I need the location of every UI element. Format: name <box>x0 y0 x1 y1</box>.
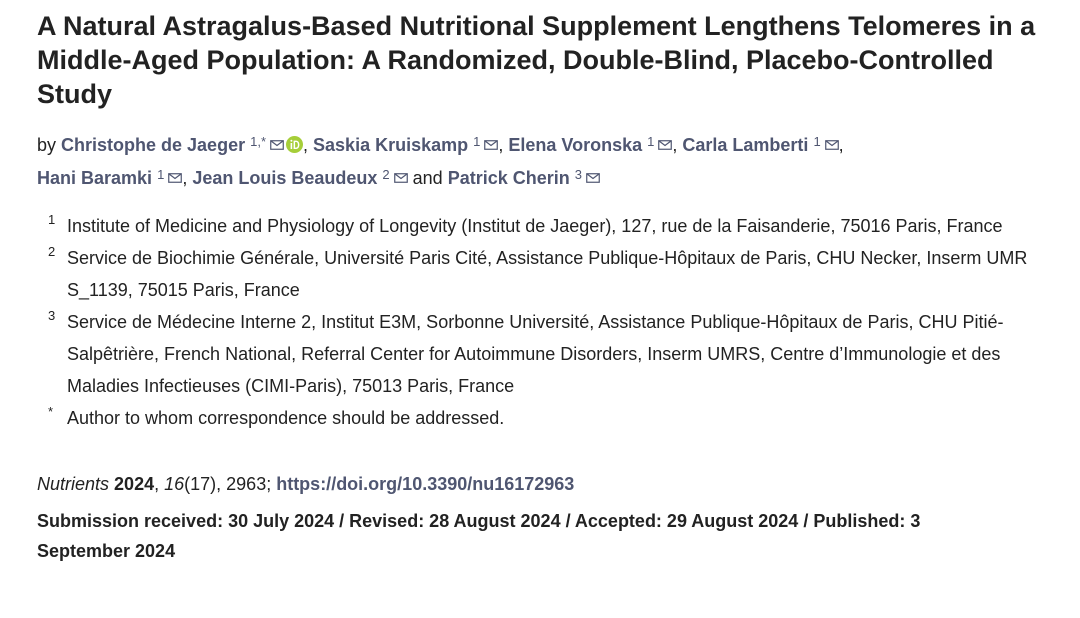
correspondence-note <box>37 402 1072 434</box>
mail-icon[interactable] <box>270 140 284 150</box>
doi-link[interactable]: https://doi.org/10.3390/nu16172963 <box>276 474 575 494</box>
orcid-icon[interactable] <box>286 136 303 153</box>
author-2: Saskia Kruiskamp $^1$ , <box>313 134 509 155</box>
author-7 <box>448 168 600 188</box>
author-3: Elena Voronska $^1$ , <box>508 134 683 155</box>
authors-prefix: by <box>37 135 57 155</box>
author-4: Carla Lamberti $^1$ , <box>682 134 844 155</box>
author-affiliation-marker: 2 <box>382 167 390 182</box>
author-link[interactable]: Jean Louis Beaudeux <box>192 168 378 188</box>
affiliation-marker: 3 <box>48 308 56 323</box>
affiliation-item <box>37 242 1072 306</box>
affiliation-text: Service de Biochimie Générale, Université Paris Cité, Assistance Publique-Hôpitaux de Paris, CHU Necker, Inserm UMR S_1139, 75015 Paris, France <box>67 248 1028 300</box>
author-affiliation-marker: 1 <box>473 134 481 149</box>
author-link[interactable]: Carla Lamberti <box>682 135 809 155</box>
author-link[interactable]: Hani Baramki <box>37 168 153 188</box>
affiliation-marker: * <box>48 404 54 419</box>
article-number: , 2963; <box>216 474 277 494</box>
author-list <box>37 127 1072 193</box>
article-header <box>37 0 1072 566</box>
issue-number: (17) <box>184 474 217 494</box>
journal-name: Nutrients <box>37 474 110 494</box>
author-5: Hani Baramki $^1$ , <box>37 167 193 188</box>
author-link[interactable]: Patrick Cherin <box>447 168 570 188</box>
author-link[interactable]: Elena Voronska <box>508 135 643 155</box>
mail-icon[interactable] <box>168 173 182 183</box>
affiliation-marker: 2 <box>48 244 56 259</box>
mail-icon[interactable] <box>394 173 408 183</box>
affiliation-text: Author to whom correspondence should be addressed. <box>67 408 505 428</box>
affiliation-list <box>37 210 1072 434</box>
author-6 <box>192 168 412 188</box>
authors-conjunction: and <box>412 168 443 188</box>
author-affiliation-marker: 1 <box>157 167 165 182</box>
author-link[interactable]: Saskia Kruiskamp <box>313 135 469 155</box>
affiliation-text: Service de Médecine Interne 2, Institut E3M, Sorbonne Université, Assistance Publique-Hôpitaux de Paris, CHU Pitié-Salpêtrière, French National, Referral Center for Autoimmune Disorders, Inserm UMRS, Centre d’Immunologie et des Maladies Infectieuses (CIMI-Paris), 75013 Paris, France <box>67 312 1004 396</box>
article-title: A Natural Astragalus-Based Nutritional Supplement Lengthens Telomeres in a Middle-Aged Population: A Randomized, Double-Blind, Placebo-Controlled Study <box>37 11 1036 109</box>
affiliation-text: Institute of Medicine and Physiology of Longevity (Institut de Jaeger), 127, rue de la Faisanderie, 75016 Paris, France <box>67 216 1003 236</box>
author-affiliation-marker: 1,* <box>250 134 267 149</box>
author-link[interactable]: Christophe de Jaeger <box>61 135 246 155</box>
volume-number: 16 <box>164 474 185 494</box>
author-affiliation-marker: 3 <box>574 167 583 182</box>
mail-icon[interactable] <box>658 140 672 150</box>
publication-year: 2024 <box>114 474 155 494</box>
publication-dates: Submission received: 30 July 2024 / Revised: 28 August 2024 / Accepted: 29 August 2024 / Published: 3 September 2024 <box>37 511 921 561</box>
mail-icon[interactable] <box>586 173 600 183</box>
mail-icon[interactable] <box>825 140 839 150</box>
affiliation-marker: 1 <box>48 212 56 227</box>
citation-line: Nutrients 2024, 16(17), 2963; https://doi.org/10.3390/nu16172963 <box>37 474 575 494</box>
mail-icon[interactable] <box>484 140 498 150</box>
author-affiliation-marker: 1 <box>813 134 821 149</box>
author-1: Christophe de Jaeger $^{1,*}$ , <box>61 134 314 155</box>
affiliation-item <box>37 306 1072 402</box>
affiliation-item <box>37 210 1072 242</box>
author-affiliation-marker: 1 <box>647 134 655 149</box>
